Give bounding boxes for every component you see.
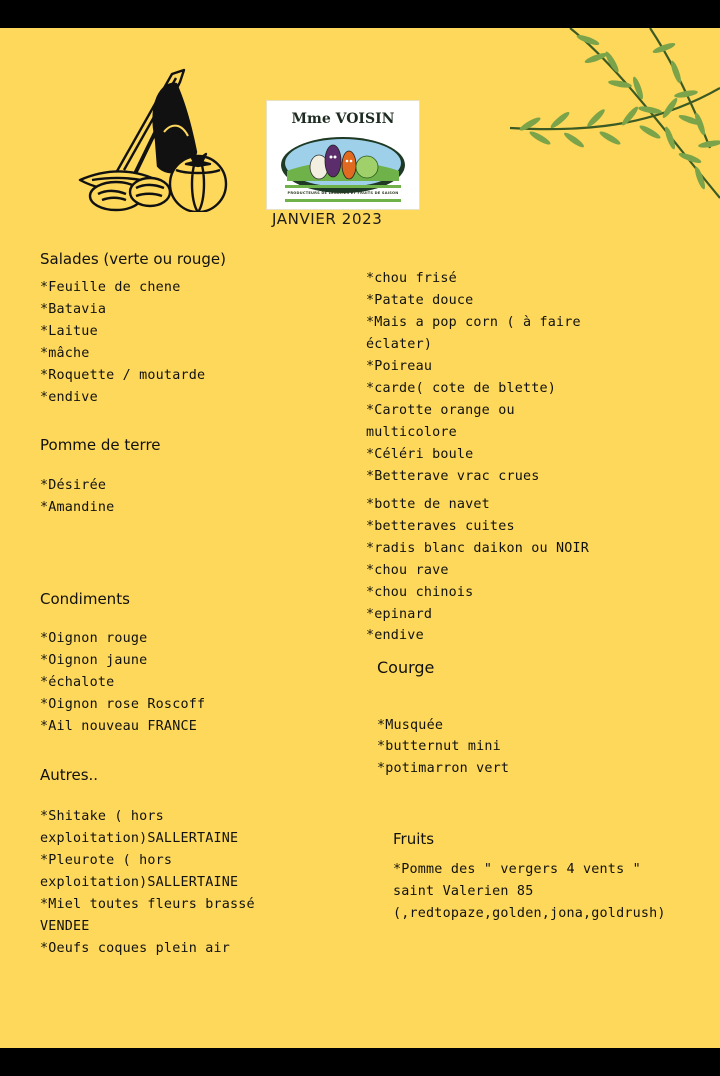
- list-item: *chou chinois: [366, 585, 474, 600]
- menu-sheet: [0, 28, 720, 1048]
- list-item: *Amandine: [40, 500, 115, 515]
- list-item: *Batavia: [40, 302, 107, 317]
- list-item: *Oignon rouge: [40, 631, 148, 646]
- section-title-courge: Courge: [377, 658, 435, 677]
- section-title-autres: Autres..: [40, 766, 99, 784]
- list-item: *Pomme des " vergers 4 vents ": [393, 862, 641, 877]
- list-item: *butternut mini: [377, 739, 501, 754]
- list-item: *potimarron vert: [377, 761, 510, 776]
- list-item: *Laitue: [40, 324, 98, 339]
- list-item: *Oignon rose Roscoff: [40, 697, 206, 712]
- vegetables-illustration: [72, 62, 232, 212]
- list-item: *Musquée: [377, 718, 444, 733]
- list-item: *Carotte orange ou: [366, 403, 515, 418]
- list-item: *mâche: [40, 346, 90, 361]
- list-item: *radis blanc daikon ou NOIR: [366, 541, 590, 556]
- list-item: *chou frisé: [366, 271, 457, 286]
- list-item: *Feuille de chene: [40, 280, 181, 295]
- section-title-condiments: Condiments: [40, 590, 130, 608]
- list-item: *epinard: [366, 607, 433, 622]
- list-item: *échalote: [40, 675, 115, 690]
- top-bar: [0, 0, 720, 28]
- farm-logo: [266, 100, 420, 210]
- list-item: *Miel toutes fleurs brassé: [40, 897, 255, 912]
- list-item: multicolore: [366, 425, 457, 440]
- list-item: *Roquette / moutarde: [40, 368, 206, 383]
- list-item: éclater): [366, 337, 433, 352]
- logo-subtitle: PRODUCTEURS DE LEGUMES ET FRUITS DE SAISON: [287, 191, 399, 195]
- list-item: *Pleurote ( hors: [40, 853, 173, 868]
- list-item: *Patate douce: [366, 293, 474, 308]
- rosemary-branch-illustration: [500, 28, 720, 208]
- list-item: *Ail nouveau FRANCE: [40, 719, 197, 734]
- bottom-bar: [0, 1048, 720, 1076]
- list-item: *Mais a pop corn ( à faire: [366, 315, 581, 330]
- list-item: *Désirée: [40, 478, 107, 493]
- list-item: *Oignon jaune: [40, 653, 148, 668]
- section-title-fruits: Fruits: [393, 830, 435, 848]
- section-title-pomme-de-terre: Pomme de terre: [40, 436, 161, 454]
- list-item: *Céléri boule: [366, 447, 474, 462]
- menu-date: JANVIER 2023: [272, 210, 383, 228]
- list-item: *Poireau: [366, 359, 433, 374]
- list-item: *carde( cote de blette): [366, 381, 557, 396]
- list-item: *Betterave vrac crues: [366, 469, 540, 484]
- list-item: *Oeufs coques plein air: [40, 941, 231, 956]
- list-item: exploitation)SALLERTAINE: [40, 875, 239, 890]
- section-title-salades: Salades (verte ou rouge): [40, 250, 226, 268]
- list-item: *Shitake ( hors: [40, 809, 164, 824]
- list-item: *botte de navet: [366, 497, 490, 512]
- list-item: VENDEE: [40, 919, 90, 934]
- list-item: saint Valerien 85: [393, 884, 534, 899]
- list-item: (,redtopaze,golden,jona,goldrush): [393, 906, 666, 921]
- list-item: *endive: [40, 390, 98, 405]
- list-item: *endive: [366, 628, 424, 643]
- logo-name: Mme VOISIN: [291, 111, 395, 127]
- list-item: *chou rave: [366, 563, 449, 578]
- list-item: *betteraves cuites: [366, 519, 515, 534]
- list-item: exploitation)SALLERTAINE: [40, 831, 239, 846]
